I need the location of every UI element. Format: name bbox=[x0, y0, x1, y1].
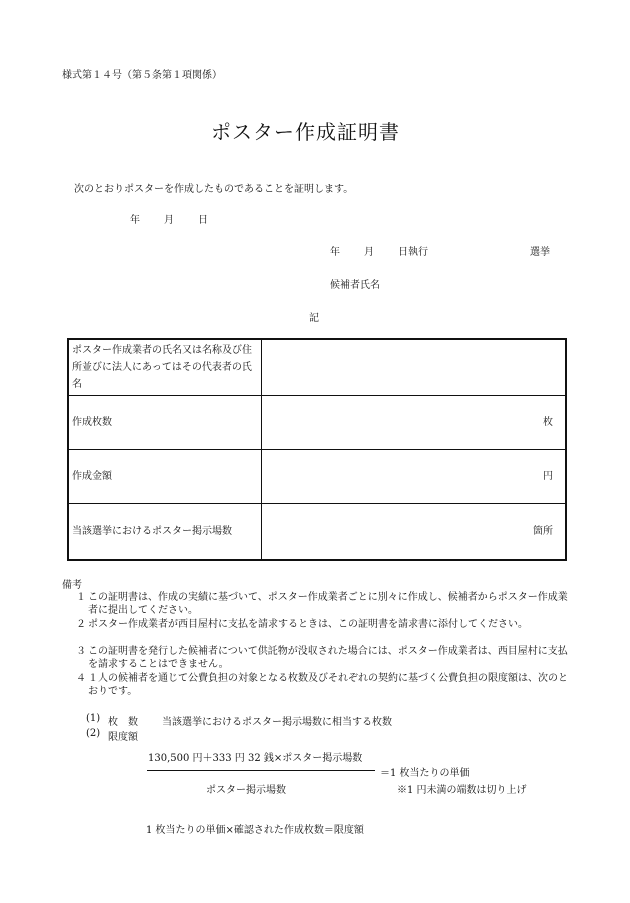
remark-item-1 bbox=[62, 591, 570, 617]
remark-text: この証明書は、作成の実績に基づいて、ポスター作成業者ごとに別々に作成し、候補者からポスター作成業者に提出してください。 bbox=[88, 592, 568, 616]
certificate-table bbox=[67, 338, 567, 561]
sub-item-2-label: 限度額 bbox=[108, 732, 138, 743]
intro-text: 次のとおりポスターを作成したものであることを証明します。 bbox=[74, 184, 354, 195]
formula-result: ＝1 枚当たりの単価 bbox=[380, 768, 470, 779]
formula-numerator: 130,500 円＋333 円 32 銭×ポスター掲示場数 bbox=[148, 753, 363, 764]
row-label-contractor: ポスター作成業者の氏名又は名称及び住所並びに法人にあってはその代表者の氏名 bbox=[68, 339, 262, 396]
table-row bbox=[68, 450, 566, 504]
sub-item-1-label: 枚 数 bbox=[108, 717, 138, 728]
sub-item-2-number: (2) bbox=[86, 728, 101, 739]
remark-number: ３ bbox=[76, 646, 86, 657]
table-row bbox=[68, 339, 566, 396]
row-label-amount: 作成金額 bbox=[68, 450, 262, 504]
sub-item-1-number: (1) bbox=[86, 713, 101, 724]
sub-item-1-text: 当該選挙におけるポスター掲示場数に相当する枚数 bbox=[162, 717, 392, 728]
date-day: 日 bbox=[198, 215, 208, 226]
remark-number: １ bbox=[76, 592, 86, 603]
formula-denominator: ポスター掲示場数 bbox=[206, 785, 286, 796]
remark-item-2 bbox=[62, 618, 570, 631]
election-year: 年 bbox=[330, 247, 340, 258]
formula-final: 1 枚当たりの単価×確認された作成枚数＝限度額 bbox=[146, 825, 364, 836]
row-value-quantity[interactable]: 枚 bbox=[262, 396, 567, 450]
remark-item-3 bbox=[62, 645, 570, 671]
election-day-exec: 日執行 bbox=[398, 247, 428, 258]
row-value-boards[interactable]: 箇所 bbox=[262, 504, 567, 560]
election-month: 月 bbox=[364, 247, 374, 258]
row-label-quantity: 作成枚数 bbox=[68, 396, 262, 450]
candidate-name-label: 候補者氏名 bbox=[330, 280, 380, 291]
formula-note: ※1 円未満の端数は切り上げ bbox=[397, 785, 527, 796]
date-year: 年 bbox=[130, 215, 140, 226]
remark-number: ２ bbox=[76, 619, 86, 630]
form-number: 様式第１４号（第５条第１項関係） bbox=[62, 70, 222, 81]
remark-text: １人の候補者を通じて公費負担の対象となる枚数及びそれぞれの契約に基づく公費負担の限度額は、次のとおりです。 bbox=[88, 673, 568, 697]
remark-text: この証明書を発行した候補者について供託物が没収された場合には、ポスター作成業者は、西目屋村に支払を請求することはできません。 bbox=[88, 646, 568, 670]
table-row bbox=[68, 396, 566, 450]
ki-mark: 記 bbox=[309, 313, 319, 324]
table-row bbox=[68, 504, 566, 560]
remark-item-4 bbox=[62, 672, 570, 698]
remark-text: ポスター作成業者が西目屋村に支払を請求するときは、この証明書を請求書に添付してください。 bbox=[88, 619, 528, 630]
remarks-heading: 備考 bbox=[62, 580, 82, 591]
page-title: ポスター作成証明書 bbox=[211, 120, 400, 144]
remark-number: ４ bbox=[76, 673, 86, 684]
row-value-amount[interactable]: 円 bbox=[262, 450, 567, 504]
date-month: 月 bbox=[164, 215, 174, 226]
fraction-bar bbox=[147, 770, 375, 771]
row-value-contractor[interactable] bbox=[262, 339, 567, 396]
row-label-boards: 当該選挙におけるポスター掲示場数 bbox=[68, 504, 262, 560]
election-label: 選挙 bbox=[530, 247, 550, 258]
